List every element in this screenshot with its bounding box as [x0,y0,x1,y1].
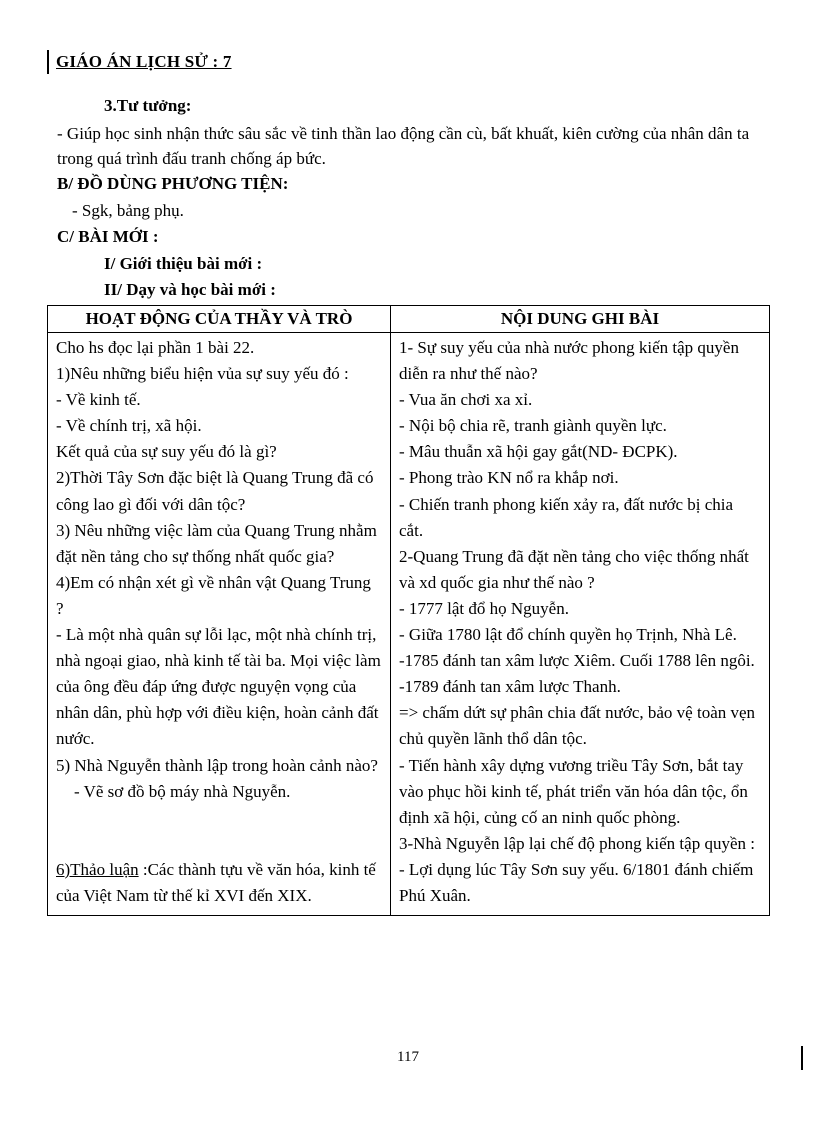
right-line: - 1777 lật đổ họ Nguyễn. [399,598,569,618]
left-line: - Về chính trị, xã hội. [56,416,202,436]
left-line: - Vẽ sơ đồ bộ máy nhà Nguyễn. [74,781,291,801]
right-line: - Tiến hành xây dựng vương triều Tây Sơn, bắt tay vào phục hồi kinh tế, phát triển văn hóa dân tộc, ổn định xã hội, củng cố an ninh quốc phòng. [399,755,748,827]
right-heading: 2-Quang Trung đã đặt nền tảng cho việc thống nhất và xd quốc gia như thế nào ? [399,546,749,592]
left-answer: - Là một nhà quân sự lỗi lạc, một nhà chính trị, nhà ngoại giao, nhà kinh tế tài ba. Mọi việc làm của ông đều đáp ứng được nguyện vọng của nhân dân, phù hợp với điều kiện, hoàn cảnh đất nước. [56,625,381,749]
lesson-table [47,305,770,916]
left-question: 2)Thời Tây Sơn đặc biệt là Quang Trung đã có công lao gì đối với dân tộc? [56,468,374,514]
left-column-cell [48,333,391,916]
left-question: 5) Nhà Nguyễn thành lập trong hoàn cảnh nào? [56,755,378,775]
col-right-header: NỘI DUNG GHI BÀI [391,306,770,333]
header-margin-bar [47,50,49,74]
footer-margin-bar [801,1046,803,1070]
section-3-text: - Giúp học sinh nhận thức sâu sắc về tinh thần lao động cần cù, bất khuất, kiên cường của nhân dân ta trong quá trình đấu tranh chống áp bức. [57,124,750,168]
section-b-heading: B/ ĐỒ DÙNG PHƯƠNG TIỆN: [57,174,289,193]
right-line: - Vua ăn chơi xa xỉ. [399,390,533,410]
table-body-row [48,333,770,916]
blank-space [56,805,382,857]
right-line: - Giữa 1780 lật đổ chính quyền họ Trịnh, Nhà Lê. [399,625,737,645]
discussion-text: :Các thành tựu về văn hóa, kinh tế của Việt Nam từ thế kỉ XVI đến XIX. [56,859,376,905]
right-line: - Phong trào KN nổ ra khắp nơi. [399,468,619,488]
left-question: Kết quả của sự suy yếu đó là gì? [56,442,277,462]
right-line: => chấm dứt sự phân chia đất nước, bảo vệ toàn vẹn chủ quyền lãnh thổ dân tộc. [399,703,756,749]
section-c-sub1: I/ Giới thiệu bài mới : [104,254,263,273]
section-c-sub2: II/ Dạy và học bài mới : [104,280,276,299]
right-line: - Mâu thuẫn xã hội gay gắt(ND- ĐCPK). [399,442,678,462]
left-discussion [56,857,382,909]
discussion-label: 6)Thảo luận [56,859,139,879]
right-line: - Nội bộ chia rẽ, tranh giành quyền lực. [399,416,667,436]
right-line: - Lợi dụng lúc Tây Sơn suy yếu. 6/1801 đánh chiếm Phú Xuân. [399,859,754,905]
section-c-heading: C/ BÀI MỚI : [57,227,159,246]
right-column-cell [391,333,770,916]
section-b-item: - Sgk, bảng phụ. [72,201,184,220]
right-heading: 1- Sự suy yếu của nhà nước phong kiến tập quyền diễn ra như thế nào? [399,338,739,384]
left-question: 1)Nêu những biểu hiện vủa sự suy yếu đó : [56,364,349,384]
right-line: - Chiến tranh phong kiến xảy ra, đất nước bị chia cắt. [399,494,734,540]
page-number: 117 [397,1049,419,1065]
right-line: -1789 đánh tan xâm lược Thanh. [399,677,621,697]
right-heading: 3-Nhà Nguyễn lập lại chế độ phong kiến tập quyền : [399,833,755,853]
section-3-heading: 3.Tư tưởng: [104,96,192,115]
col-left-header: HOẠT ĐỘNG CỦA THẦY VÀ TRÒ [48,306,391,333]
left-line: Cho hs đọc lại phần 1 bài 22. [56,338,255,357]
table-header-row [48,306,770,333]
left-question: 3) Nêu những việc làm của Quang Trung nhằm đặt nền tảng cho sự thống nhất quốc gia? [56,520,377,566]
left-question: 4)Em có nhận xét gì về nhân vật Quang Trung ? [56,572,371,618]
page-header-title: GIÁO ÁN LỊCH SỬ : 7 [56,52,232,71]
left-line: - Về kinh tế. [56,390,141,410]
right-line: -1785 đánh tan xâm lược Xiêm. Cuối 1788 lên ngôi. [399,651,755,671]
